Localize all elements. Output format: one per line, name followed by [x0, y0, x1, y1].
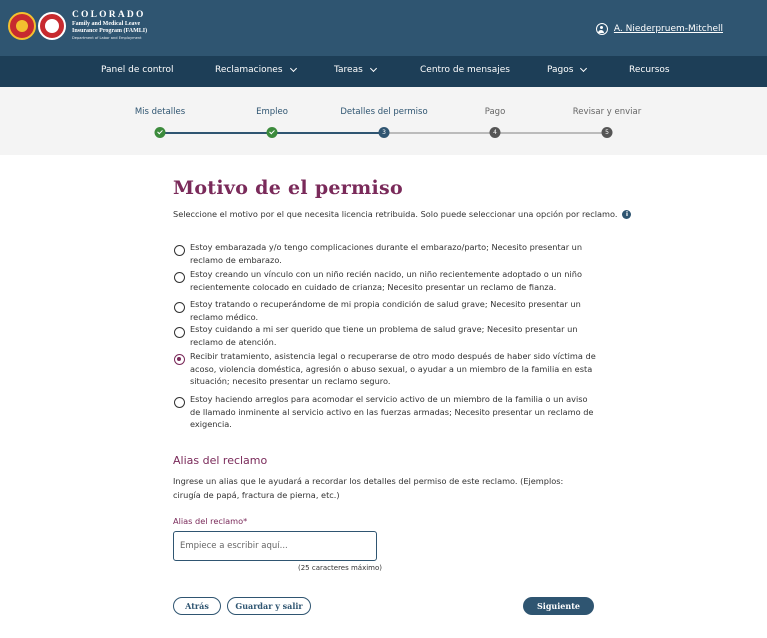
- step-done-icon: [155, 127, 166, 138]
- radio-option-safe-leave[interactable]: [174, 350, 599, 388]
- colorado-seal-icon: [38, 12, 66, 40]
- step-label-review-submit: Revisar y enviar: [572, 107, 642, 117]
- radio-option-bonding[interactable]: [174, 268, 599, 293]
- user-icon: [596, 23, 608, 35]
- radio-button[interactable]: [174, 302, 185, 313]
- alias-field-label: Alias del reclamo*: [173, 516, 248, 526]
- nav-item-label: Pagos: [547, 65, 574, 75]
- nav-item-label: Recursos: [629, 65, 670, 75]
- chevron-down-icon: [289, 65, 296, 72]
- nav-item-tasks[interactable]: [334, 65, 376, 75]
- logo-dept: Department of Labor and Employment: [72, 36, 142, 40]
- char-limit-hint: (25 caracteres máximo): [298, 564, 382, 572]
- step-label-leave-details: Detalles del permiso: [340, 107, 428, 117]
- main-nav: [0, 56, 767, 87]
- alias-section-title: Alias del reclamo: [173, 454, 268, 467]
- nav-item-resources[interactable]: [629, 65, 670, 75]
- radio-option-label: Estoy cuidando a mi ser querido que tiene un problema de salud grave; Necesito presentar un reclamo de atención.: [190, 324, 578, 347]
- logo-line2: Insurance Program (FAMLI): [72, 28, 148, 34]
- user-menu[interactable]: [596, 23, 723, 35]
- chevron-down-icon: [370, 65, 377, 72]
- radio-option-label: Estoy tratando o recuperándome de mi propia condición de salud grave; Necesito presentar un reclamo médico.: [190, 299, 581, 322]
- info-icon[interactable]: i: [622, 210, 631, 219]
- radio-option-medical[interactable]: [174, 298, 599, 323]
- progress-stepper: [0, 87, 767, 155]
- app-header: [0, 0, 767, 56]
- chevron-down-icon: [580, 65, 587, 72]
- radio-option-care[interactable]: [174, 323, 599, 348]
- radio-button[interactable]: [174, 397, 185, 408]
- nav-item-dashboard[interactable]: [101, 65, 173, 75]
- step-future-dot: 4: [490, 127, 501, 138]
- nav-item-payments[interactable]: [547, 65, 586, 75]
- radio-button[interactable]: [174, 245, 185, 256]
- logo-line1: Family and Medical Leave: [72, 21, 141, 27]
- page-title: Motivo de el permiso: [173, 177, 404, 199]
- radio-option-pregnancy[interactable]: [174, 241, 599, 266]
- radio-option-exigency[interactable]: [174, 393, 599, 431]
- save-and-exit-button[interactable]: Guardar y salir: [227, 597, 311, 615]
- colorado-logo-icon: [8, 12, 36, 40]
- radio-button[interactable]: [174, 327, 185, 338]
- nav-item-label: Centro de mensajes: [420, 65, 510, 75]
- famli-logo[interactable]: [8, 10, 147, 41]
- radio-option-label: Estoy embarazada y/o tengo complicaciones durante el embarazo/parto; Necesito presentar un reclamo de embarazo.: [190, 242, 583, 265]
- back-button[interactable]: Atrás: [173, 597, 221, 615]
- step-future-dot: 5: [602, 127, 613, 138]
- user-name[interactable]: A. Niederpruem-Mitchell: [613, 24, 723, 34]
- step-done-icon: [267, 127, 278, 138]
- radio-button[interactable]: [174, 272, 185, 283]
- nav-item-label: Panel de control: [101, 65, 174, 75]
- logo-text: [72, 10, 147, 41]
- alias-input[interactable]: [173, 531, 377, 561]
- step-current-dot: 3: [379, 127, 390, 138]
- step-label-employment: Empleo: [256, 107, 288, 117]
- nav-item-messages[interactable]: [420, 65, 510, 75]
- nav-item-label: Tareas: [334, 65, 363, 75]
- instruction-label: Seleccione el motivo por el que necesita licencia retribuida. Solo puede seleccionar una opción por reclamo.: [173, 209, 618, 219]
- radio-button-selected[interactable]: [174, 354, 185, 365]
- nav-item-label: Reclamaciones: [215, 65, 283, 75]
- alias-description: Ingrese un alias que le ayudará a recordar los detalles del permiso de este reclamo. (Ejemplos: cirugía de papá, fractura de pierna, etc.): [173, 476, 564, 500]
- nav-item-claims[interactable]: [215, 65, 296, 75]
- radio-option-label: Estoy haciendo arreglos para acomodar el servicio activo de un miembro de la familia o un aviso de llamado inminente al servicio activo en las fuerzas armadas; Necesito presentar un reclamo de exigencia.: [190, 394, 594, 430]
- logo-title: COLORADO: [72, 10, 146, 20]
- radio-option-label: Estoy creando un vínculo con un niño recién nacido, un niño recientemente adoptado o un niño recientemente colocado en cuidado de crianza; Necesito presentar un reclamo de fianza.: [190, 269, 582, 292]
- next-button[interactable]: Siguiente: [523, 597, 594, 615]
- instruction-text: [173, 209, 631, 219]
- step-label-my-details: Mis detalles: [134, 107, 186, 117]
- step-label-payment: Pago: [484, 107, 506, 117]
- radio-option-label: Recibir tratamiento, asistencia legal o recuperarse de otro modo después de haber sido víctima de acoso, violencia doméstica, agresión o abuso sexual, o ayudar a un miembro de la familia en esta situación; necesito presentar un reclamo seguro.: [190, 351, 596, 387]
